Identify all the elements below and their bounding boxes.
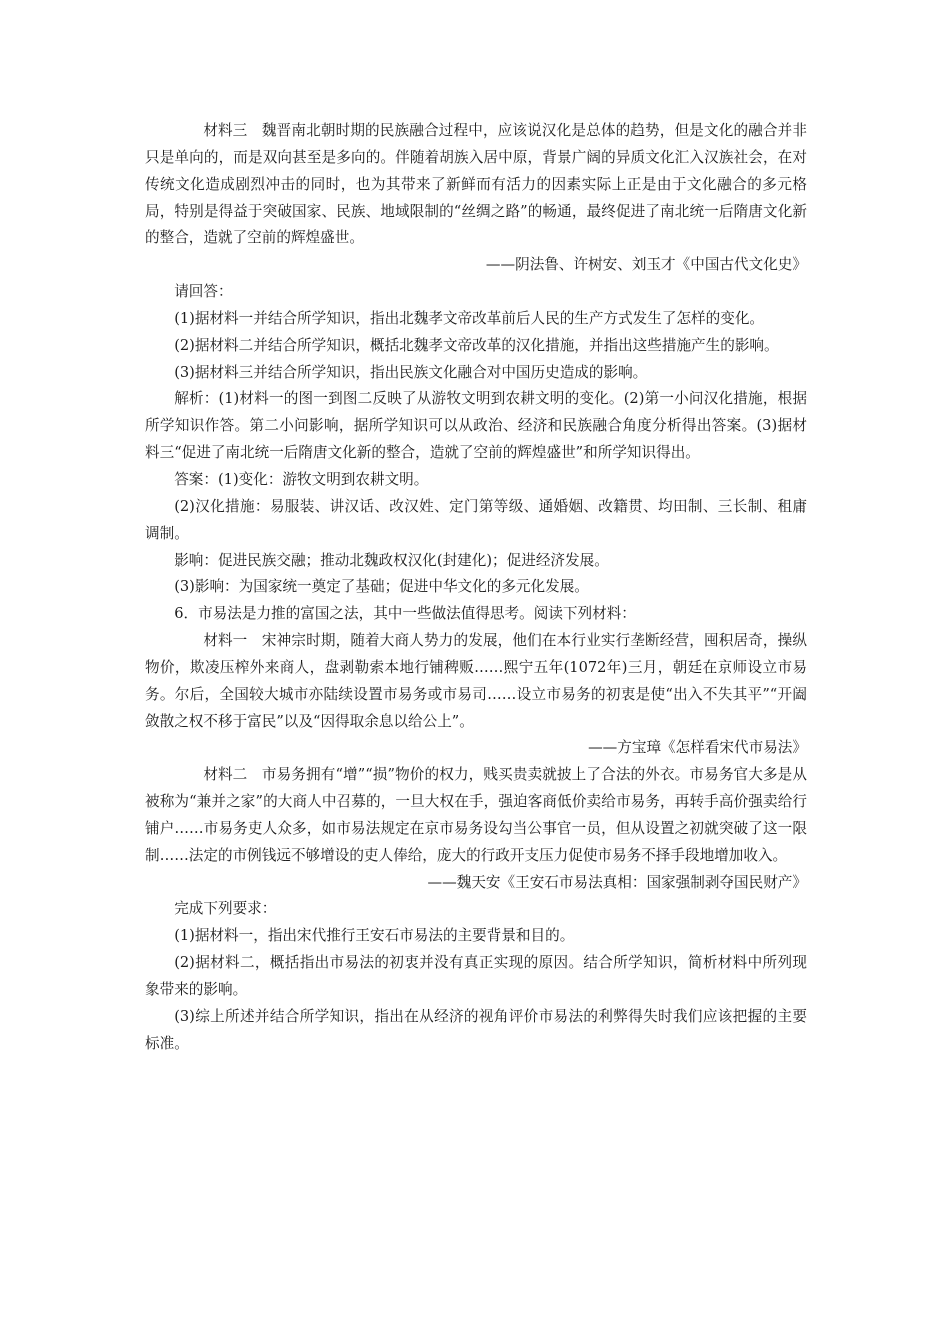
material-text: 宋神宗时期，随着大商人势力的发展，他们在本行业实行垄断经营，囤积居奇，操纵物价，欺凌压榨外来商人，盘剥勒索本地行铺稗贩……熙宁五年(1072年)三月，朝廷在京师设立市易务。尔后，全国较大城市亦陆续设置市易务或市易司……设立市易务的初衷是使“出入不失其平”“开阖敛散之权不移于富民”以及“因得取余息以给公上”。 xyxy=(145,632,807,730)
material-label: 材料二 xyxy=(203,766,248,784)
material-label: 材料三 xyxy=(203,122,248,139)
question-item: (2)据材料二并结合所学知识，概括北魏孝文帝改革的汉化措施，并指出这些措施产生的影响。 xyxy=(174,336,779,354)
material-text: 市易务拥有“增”“损”物价的权力，贱买贵卖就披上了合法的外衣。市易务官大多是从被称为“兼并之家”的大商人中召募的，一旦大权在手，强迫客商低价卖给市易务，再转手高价强卖给行铺户……市易务吏人众多，如市易法规定在京市易务设勾当公事官一员，但从设置之初就突破了这一限制……法定的市例钱远不够增设的吏人俸给，庞大的行政开支压力促使市易务不择手段地增加收入。 xyxy=(145,766,807,864)
material-source: ——方宝璋《怎样看宋代市易法》 xyxy=(588,739,807,757)
answer-item: (2)汉化措施：易服装、讲汉话、改汉姓、定门第等级、通婚姻、改籍贯、均田制、三长制、租庸调制。 xyxy=(145,497,807,542)
source-material-two xyxy=(145,762,807,869)
task-item: (3)综上所述并结合所学知识，指出在从经济的视角评价市易法的利弊得失时我们应该把握的主要标准。 xyxy=(145,1007,807,1052)
document-page xyxy=(145,118,807,1058)
task-item: (2)据材料二，概括指出市易法的初衷并没有真正实现的原因。结合所学知识，简析材料中所列现象带来的影响。 xyxy=(145,954,807,998)
question-item: (3)据材料三并结合所学知识，指出民族文化融合对中国历史造成的影响。 xyxy=(174,363,648,381)
analysis-paragraph: 解析：(1)材料一的图一到图二反映了从游牧文明到农耕文明的变化。(2)第一小问汉化措施，根据所学知识作答。第二小问影响，据所学知识可以从政治、经济和民族融合角度分析得出答案。(3)据材料三“促进了南北统一后隋唐文化新的整合，造就了空前的辉煌盛世”和所学知识得出。 xyxy=(145,390,807,462)
question-item: (1)据材料一并结合所学知识，指出北魏孝文帝改革前后人民的生产方式发生了怎样的变化。 xyxy=(174,309,765,327)
material-source: ——阴法鲁、许树安、刘玉才《中国古代文化史》 xyxy=(485,256,807,274)
material-label: 材料一 xyxy=(203,632,248,650)
task-prompt: 完成下列要求： xyxy=(174,900,277,918)
answer-item: (3)影响：为国家统一奠定了基础；促进中华文化的多元化发展。 xyxy=(174,578,589,596)
question-six-intro: 6．市易法是力推的富国之法，其中一些做法值得思考。阅读下列材料： xyxy=(174,605,636,623)
material-three xyxy=(145,118,807,252)
answer-item: 答案：(1)变化：游牧文明到农耕文明。 xyxy=(174,470,429,488)
material-source: ——魏天安《王安石市易法真相：国家强制剥夺国民财产》 xyxy=(427,873,807,891)
answer-item: 影响：促进民族交融；推动北魏政权汉化(封建化)；促进经济发展。 xyxy=(174,551,609,569)
source-material-one xyxy=(145,628,807,735)
material-text: 魏晋南北朝时期的民族融合过程中，应该说汉化是总体的趋势，但是文化的融合并非只是单向的，而是双向甚至是多向的。伴随着胡族入居中原，背景广阔的异质文化汇入汉族社会，在对传统文化造成剧烈冲击的同时，也为其带来了新鲜而有活力的因素实际上正是由于文化融合的多元格局，特别是得益于突破国家、民族、地域限制的“丝绸之路”的畅通，最终促进了南北统一后隋唐文化新的整合，造就了空前的辉煌盛世。 xyxy=(145,122,807,247)
question-prompt: 请回答： xyxy=(174,283,233,301)
task-item: (1)据材料一，指出宋代推行王安石市易法的主要背景和目的。 xyxy=(174,927,575,945)
